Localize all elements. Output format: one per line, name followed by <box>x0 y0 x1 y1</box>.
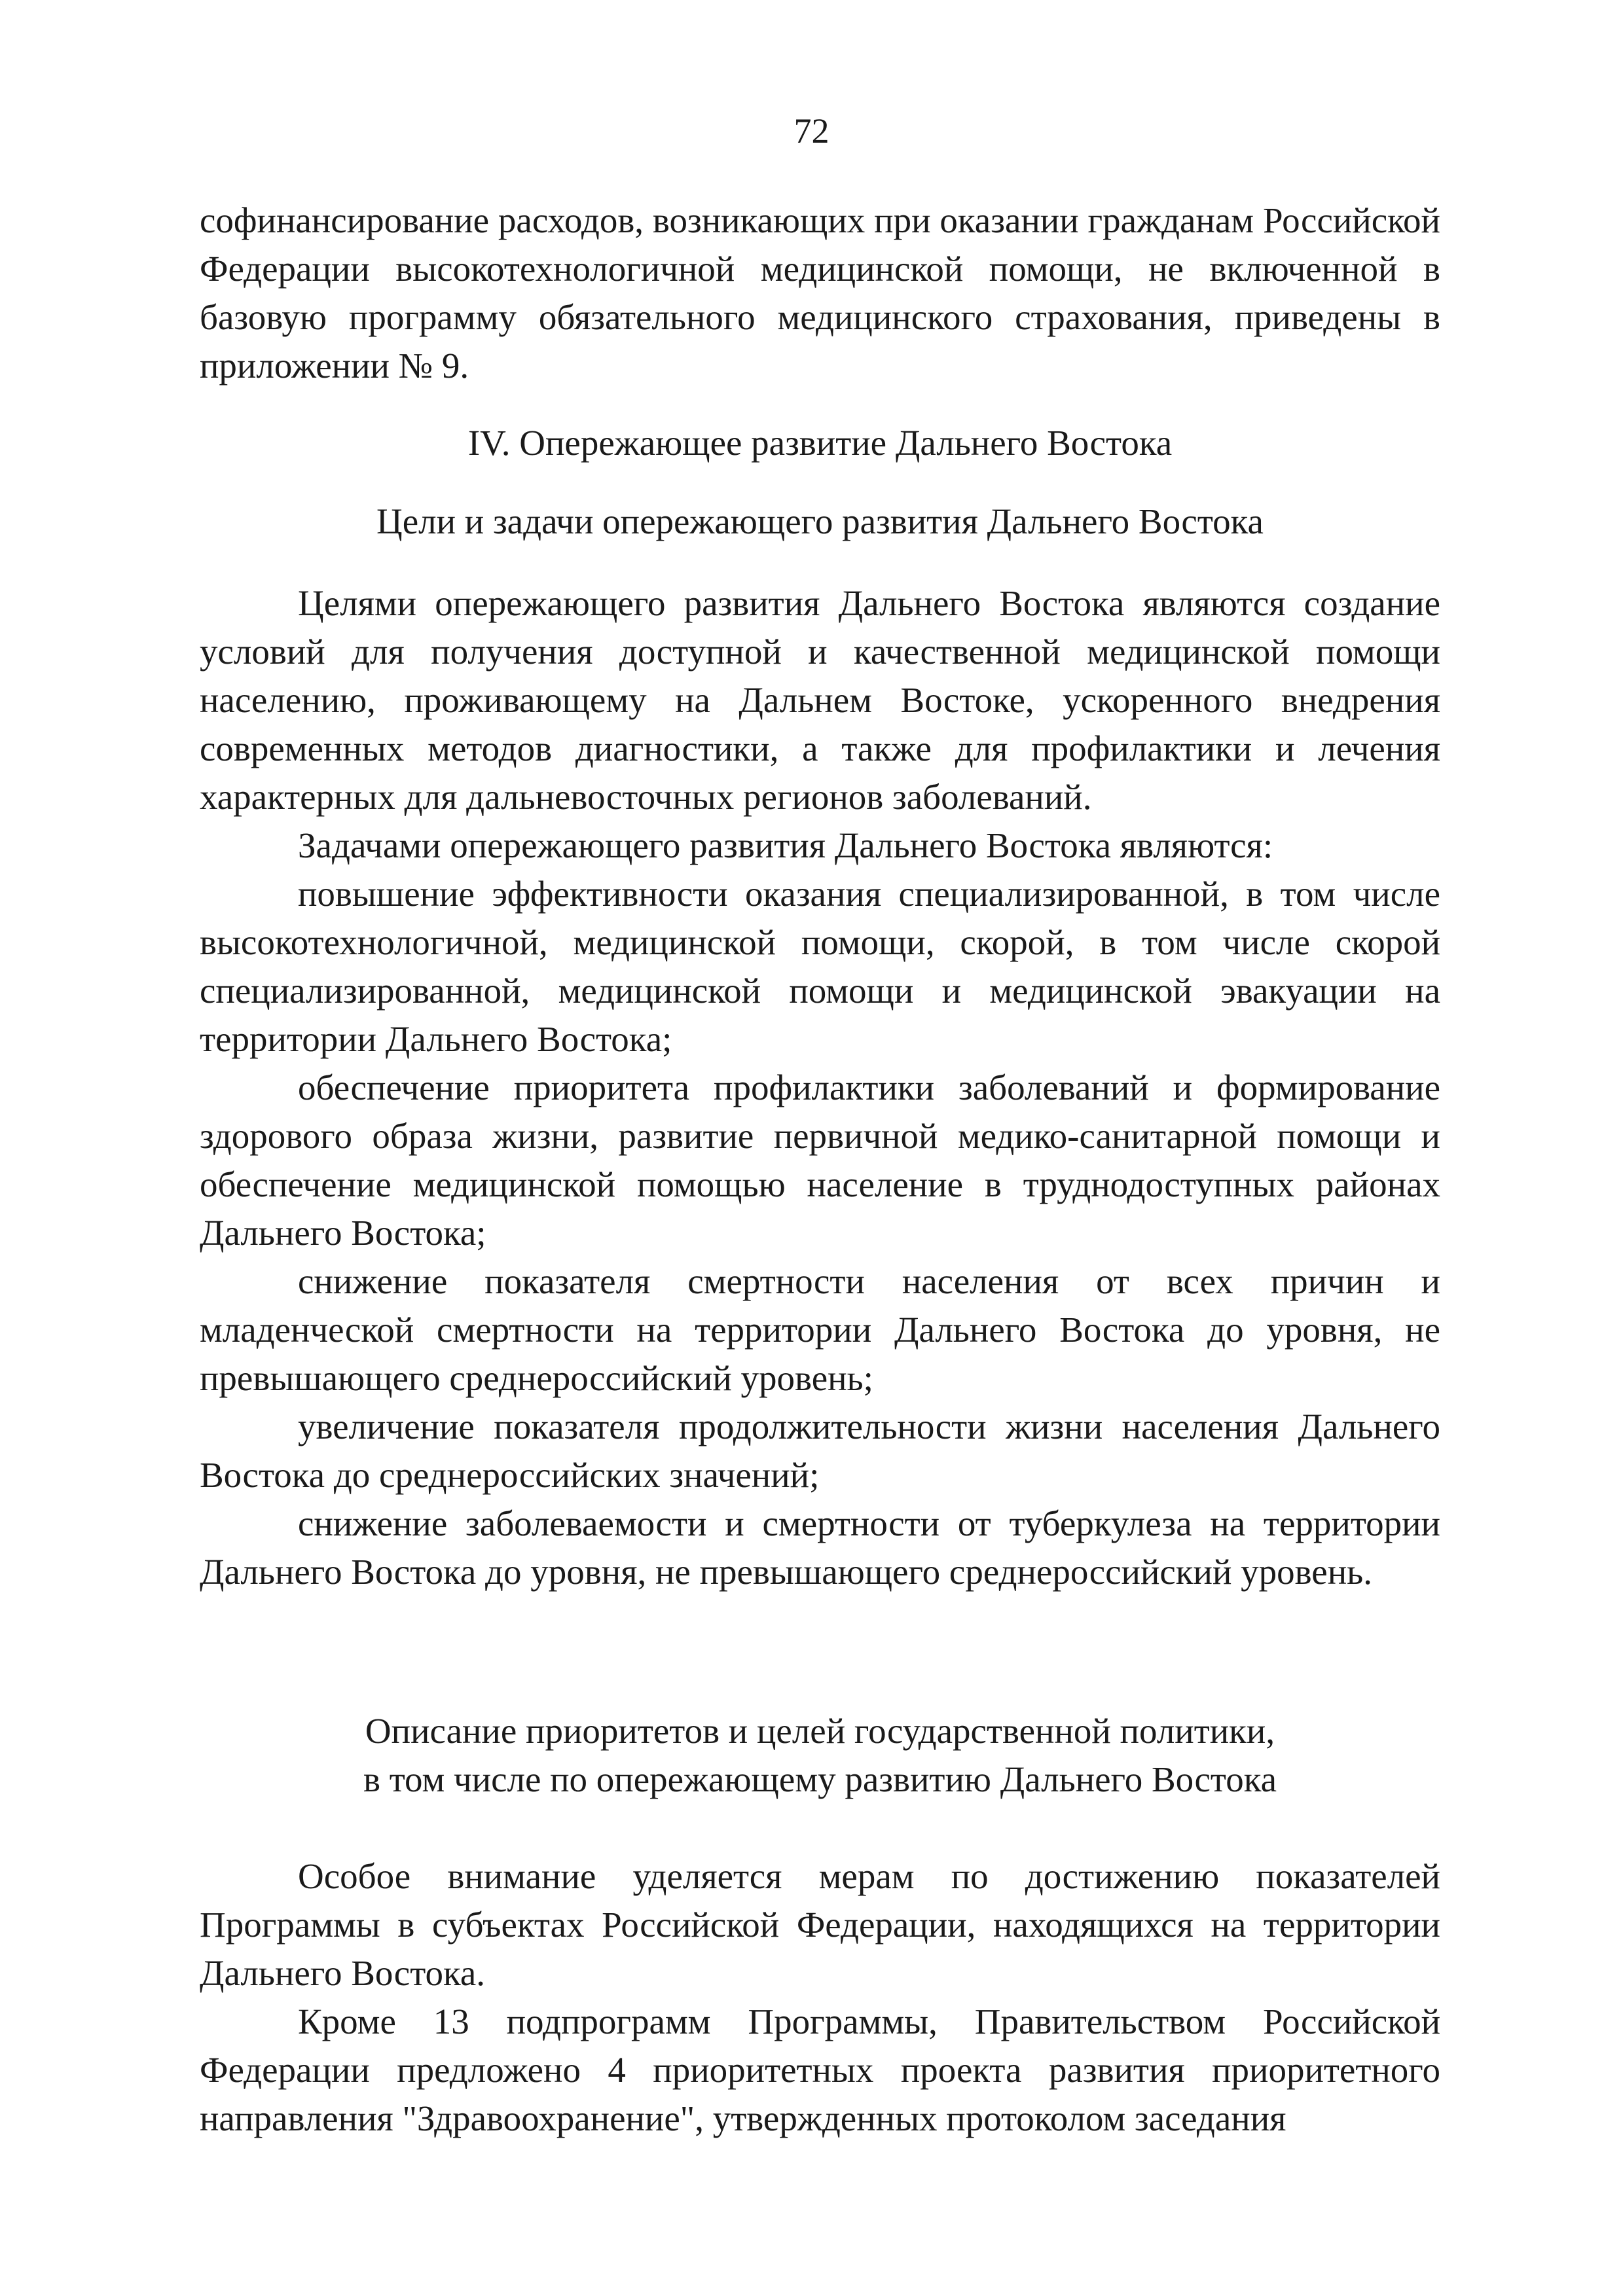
tasks-intro: Задачами опережающего развития Дальнего Востока являются: <box>298 825 1273 865</box>
section-heading: IV. Опережающее развитие Дальнего Востока <box>467 423 1173 463</box>
projects-paragraph: Кроме 13 подпрограмм Программы, Правительством Российской Федерации предложено 4 приоритетных проекта развития приоритетного направления "Здравоохранение", утвержденных протоколом заседания <box>200 2001 1440 2138</box>
attention-paragraph: Особое внимание уделяется мерам по достижению показателей Программы в субъектах Российской Федерации, находящихся на территории Дальнего Востока. <box>200 1856 1440 1993</box>
task-item: увеличение показателя продолжительности жизни населения Дальнего Востока до среднероссийских значений; <box>200 1407 1440 1495</box>
task-item: снижение заболеваемости и смертности от туберкулеза на территории Дальнего Востока до уровня, не превышающего среднероссийский уровень. <box>200 1503 1440 1592</box>
goals-paragraph: Целями опережающего развития Дальнего Востока являются создание условий для получения доступной и качественной медицинской помощи населению, проживающему на Дальнем Востоке, ускоренного внедрения современных методов диагностики, а также для профилактики и лечения характерных для дальневосточных регионов заболеваний. <box>200 583 1440 817</box>
task-item: повышение эффективности оказания специализированной, в том числе высокотехнологичной, медицинской помощи, скорой, в том числе скорой специализированной, медицинской помощи и медицинской эвакуации на территории Дальнего Востока; <box>200 874 1440 1059</box>
priorities-heading-line2: в том числе по опережающему развитию Дальнего Востока <box>363 1759 1277 1799</box>
task-item: снижение показателя смертности населения от всех причин и младенческой смертности на территории Дальнего Востока до уровня, не превышающего среднероссийский уровень; <box>200 1261 1440 1398</box>
goals-and-tasks-block <box>200 579 1440 1596</box>
priorities-block <box>200 1852 1440 2143</box>
page-number: 72 <box>793 111 830 151</box>
subsection-heading: Цели и задачи опережающего развития Дальнего Востока <box>376 501 1264 541</box>
intro-paragraph: софинансирование расходов, возникающих при оказании гражданам Российской Федерации высокотехнологичной медицинской помощи, не включенной в базовую программу обязательного медицинского страхования, приведены в приложении № 9. <box>200 200 1440 386</box>
task-item: обеспечение приоритета профилактики заболеваний и формирование здорового образа жизни, развитие первичной медико-санитарной помощи и обеспечение медицинской помощью население в труднодоступных районах Дальнего Востока; <box>200 1067 1440 1253</box>
intro-block <box>200 196 1440 390</box>
priorities-heading-line1: Описание приоритетов и целей государственной политики, <box>365 1711 1275 1751</box>
